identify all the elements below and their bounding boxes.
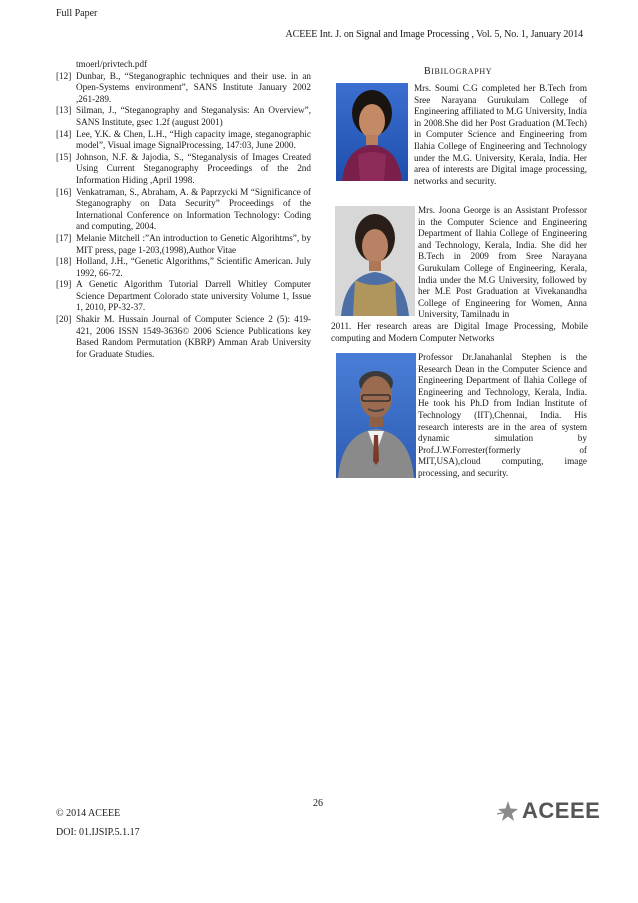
running-header-left: Full Paper — [56, 8, 98, 19]
author-photo-soumi — [336, 83, 408, 181]
bibliography-heading-rest: IBILOGRAPHY — [431, 67, 493, 76]
author-photo-stephen — [336, 353, 416, 478]
reference-item — [56, 314, 311, 360]
bibliography-heading — [424, 66, 492, 77]
reference-text: Shakir M. Hussain Journal of Computer Science 2 (5): 419-421, 2006 ISSN 1549-3636© 2006 Science Publications key Based Random Permutation (KBRP) Amman Arab University for Graduate Studies. — [76, 314, 311, 359]
page-number: 26 — [313, 798, 323, 809]
reference-text: Venkatraman, S., Abraham, A. & Paprzycki M “Significance of Steganography on Data Security” Proceedings of the International Conference on Information Technology: Coding and computing, 2004. — [76, 186, 311, 232]
reference-item — [56, 105, 311, 128]
reference-text: Melanie Mitchell :”An introduction to Genetic Algorihtms”, by MIT press, page 1-203,(1998),Author Vitae — [76, 232, 311, 255]
reference-text: Silman, J., “Steganography and Steganalysis: An Overview”, SANS Institute, gsec 1.2f (august 2001) — [76, 105, 311, 127]
logo-text: ACEEE — [522, 798, 601, 823]
reference-item — [56, 256, 311, 279]
running-header-right: ACEEE Int. J. on Signal and Image Processing , Vol. 5, No. 1, January 2014 — [285, 29, 583, 40]
reference-number: [16] — [56, 186, 72, 197]
reference-number: [12] — [56, 70, 72, 81]
reference-text: A Genetic Algorithm Tutorial Darrell Whitley Computer Science Department Colorado state university Volume 1, Issue 1, 2010, PP-32-37. — [76, 279, 311, 313]
reference-item — [56, 187, 311, 233]
author-photo-joona — [335, 206, 415, 316]
reference-number: [15] — [56, 151, 72, 162]
reference-number: [13] — [56, 105, 72, 116]
bio-joona: Mrs. Joona George is an Assistant Professor in the Computer Science and Engineering Department of Ilahia College of Engineering and Technology, Kerala, India. She did her B.Tech in 2009 from Sree Narayana Gurukulam College of Engineering, Kerala, India under the M.G University, followed by her M.E Post Graduation at Vivekanandha College of Engineering for Women, Anna University, Tamilnadu in — [418, 205, 587, 320]
star-icon — [497, 800, 519, 822]
reference-item — [56, 233, 311, 256]
reference-text: Dunbar, B., “Steganographic techniques and their use. in an Open-Systems environment”, SANS Institute January 2002 ,261-289. — [76, 70, 311, 104]
reference-text: Holland, J.H., “Genetic Algorithms,” Scientific American. July 1992, 66-72. — [76, 256, 311, 278]
reference-text: Lee, Y.K. & Chen, L.H., “High capacity image, steganographic model”, Visual image SignalProcessing, 147:03, June 2000. — [76, 128, 311, 151]
reference-item — [56, 279, 311, 314]
reference-list — [56, 71, 311, 361]
reference-continuation: tmoerl/privtech.pdf — [76, 59, 148, 69]
reference-text: Johnson, N.F. & Jajodia, S., “Steganalysis of Images Created Using Current Steganography Proceedings of the 2nd Information Hiding ,April 1998. — [76, 151, 311, 185]
reference-item — [56, 152, 311, 187]
reference-item — [56, 129, 311, 152]
reference-item — [56, 71, 311, 106]
reference-number: [19] — [56, 279, 72, 290]
reference-number: [18] — [56, 256, 72, 267]
copyright: © 2014 ACEEE — [56, 808, 121, 819]
bibliography-heading-cap: B — [424, 66, 432, 77]
footer-left — [56, 804, 140, 842]
doi: DOI: 01.IJSIP.5.1.17 — [56, 827, 140, 838]
bio-soumi: Mrs. Soumi C.G completed her B.Tech from Sree Narayana Gurukulam College of Engineering affiliated to M.G University, India in 2008.She did her Post Graduation (M.Tech) in Computer Science and Engineering from Ilahia College of Engineering and Technology under the M.G. University, Kerala, India. Her area of interests are Digital image processing, networks and security. — [414, 83, 587, 186]
bio-joona-continued: 2011. Her research areas are Digital Image Processing, Mobile computing and Modern Computer Networks — [331, 321, 588, 343]
bio-stephen: Professor Dr.Janahanlal Stephen is the Research Dean in the Computer Science and Engineering Department of Ilahia College of Engineering and Technology, Kerala, India. He took his Ph.D from Indian Institute of Technology (IIT),Chennai, India. His research interests are in the area of system dynamic simulation by Prof.J.W.Forrester(formerly of MIT,USA),cloud computing, image processing, and security. — [418, 352, 587, 478]
reference-number: [20] — [56, 314, 72, 325]
reference-number: [14] — [56, 128, 72, 139]
references-column — [56, 59, 311, 360]
reference-number: [17] — [56, 232, 72, 243]
aceee-logo — [497, 798, 600, 824]
